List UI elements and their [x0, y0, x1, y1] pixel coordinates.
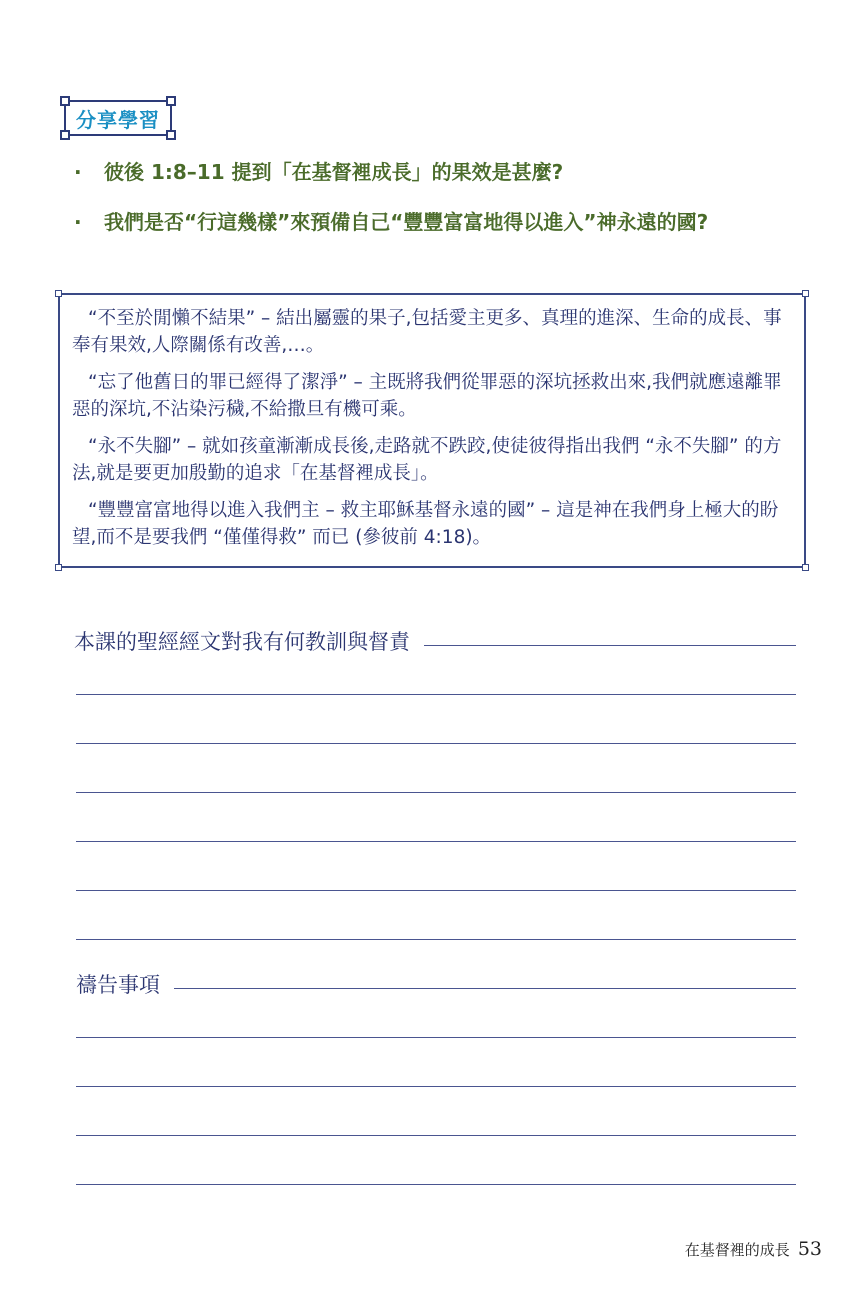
footer-title: 在基督裡的成長 — [684, 1241, 790, 1259]
question-text: 我們是否“行這幾樣”來預備自己“豐豐富富地得以進入”神永遠的國? — [104, 210, 709, 234]
writing-line[interactable] — [76, 841, 796, 842]
writing-line[interactable] — [76, 1037, 796, 1038]
writing-line[interactable] — [76, 1086, 796, 1087]
notes-box — [58, 293, 806, 568]
question-text: 彼後 1:8–11 提到「在基督裡成長」的果效是甚麼? — [104, 160, 564, 184]
writing-line[interactable] — [76, 743, 796, 744]
badge-label: 分享學習 — [76, 107, 160, 132]
page-footer — [685, 1238, 822, 1260]
bullet: · — [74, 160, 82, 184]
writing-line[interactable] — [76, 988, 796, 989]
writing-line[interactable] — [76, 890, 796, 891]
question-1 — [74, 156, 798, 188]
prayer-items-title: 禱告事項 — [76, 970, 174, 1000]
bullet: · — [74, 210, 82, 234]
note-paragraph: “永不失腳” – 就如孩童漸漸成長後,走路就不跌跤,使徒彼得指出我們 “永不失腳” 的方法,就是要更加殷勤的追求「在基督裡成長」。 — [72, 436, 782, 484]
writing-line[interactable] — [76, 1135, 796, 1136]
note-paragraph: “豐豐富富地得以進入我們主 – 救主耶穌基督永遠的國” – 這是神在我們身上極大的盼望,而不是要我們 “僅僅得救” 而已 (參彼前 4:18)。 — [72, 500, 779, 548]
writing-line[interactable] — [76, 792, 796, 793]
question-2 — [74, 206, 798, 238]
lesson-reflection-title: 本課的聖經經文對我有何教訓與督責 — [74, 627, 424, 657]
note-paragraph: “忘了他舊日的罪已經得了潔淨” – 主既將我們從罪惡的深坑拯救出來,我們就應遠離罪惡的深坑,不沾染污穢,不給撒旦有機可乘。 — [72, 372, 782, 420]
writing-line[interactable] — [76, 694, 796, 695]
page-number: 53 — [797, 1238, 822, 1260]
writing-line[interactable] — [76, 1184, 796, 1185]
note-paragraph: “不至於閒懶不結果” – 結出屬靈的果子,包括愛主更多、真理的進深、生命的成長、事奉有果效,人際關係有改善,…。 — [72, 308, 782, 356]
section-badge — [64, 100, 172, 136]
writing-line[interactable] — [76, 939, 796, 940]
